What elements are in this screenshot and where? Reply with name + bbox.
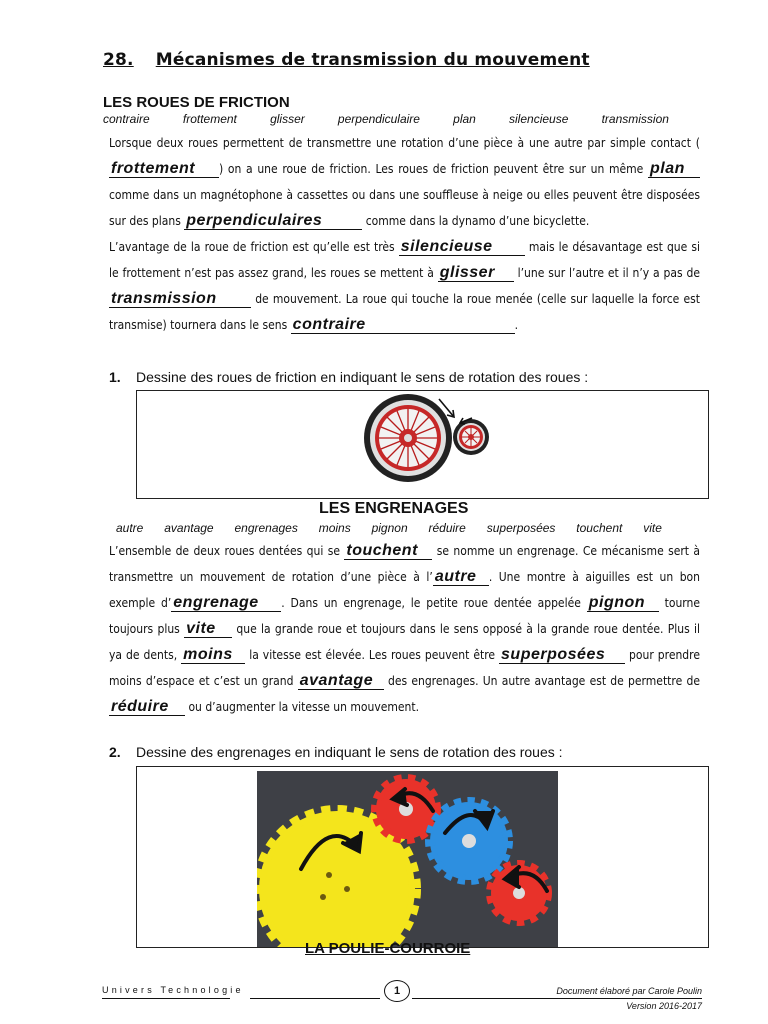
wordbank-word: moins — [318, 521, 351, 535]
text-segment: . Dans un engrenage, le petite roue dentée appelée — [281, 596, 581, 610]
answer-avantage: avantage — [298, 673, 384, 690]
large-wheel-icon — [364, 394, 452, 482]
wordbank-word: transmission — [601, 112, 669, 126]
gears-photo — [257, 771, 558, 947]
wordbank-word: glisser — [270, 112, 305, 126]
text-segment: L’avantage de la roue de friction est qu’elle est très — [109, 240, 395, 254]
wordbank-word: vite — [643, 521, 662, 535]
answer-engrenage: engrenage — [171, 595, 281, 612]
text-segment: comme dans un magnétophone à cassettes ou dans une souffleuse à neige ou elles peuvent être disposées sur des plans — [109, 188, 700, 228]
wordbank-word: engrenages — [234, 521, 298, 535]
answer-vite: vite — [184, 621, 232, 638]
answer-perpendiculaires: perpendiculaires — [184, 213, 362, 230]
answer-transmission: transmission — [109, 291, 251, 308]
text-segment: la vitesse est élevée. Les roues peuvent être — [249, 648, 496, 662]
friction-heading: LES ROUES DE FRICTION — [103, 94, 290, 111]
text-segment: se nomme un engrenage. Ce mécanisme sert à transmettre un mouvement de rotation d’une pièce à l’ — [109, 544, 700, 584]
wordbank-word: plan — [453, 112, 476, 126]
gears-wordbank — [116, 521, 662, 535]
footer-divider — [102, 998, 230, 999]
gears-heading: LES ENGRENAGES — [319, 500, 469, 517]
wordbank-word: superposées — [486, 521, 556, 535]
gears-drawing-box[interactable] — [136, 766, 709, 948]
answer-contraire: contraire — [291, 317, 515, 334]
text-segment: . — [514, 318, 519, 332]
wordbank-word: touchent — [576, 521, 623, 535]
friction-paragraph — [109, 130, 700, 338]
footer-divider — [412, 998, 702, 999]
wordbank-word: frottement — [182, 112, 237, 126]
answer-moins: moins — [181, 647, 245, 664]
text-segment: L’ensemble de deux roues dentées qui se — [109, 544, 340, 558]
text-segment: ) on a une roue de friction. Les roues de friction peuvent être sur un même — [219, 162, 644, 176]
wordbank-word: contraire — [103, 112, 150, 126]
footer-divider — [250, 998, 380, 999]
text-segment: comme dans la dynamo d’une bicyclette. — [365, 214, 590, 228]
poulie-heading: LA POULIE-COURROIE — [305, 940, 471, 957]
text-segment: que la grande roue et toujours dans le sens opposé à la grande roue dentée. Plus il ya de dents, — [109, 622, 701, 662]
question-text: Dessine des engrenages en indiquant le sens de rotation des roues : — [136, 744, 563, 760]
footer-version: Version 2016-2017 — [626, 1001, 702, 1011]
answer-silencieuse: silencieuse — [399, 239, 525, 256]
wordbank-word: pignon — [371, 521, 408, 535]
wordbank-word: réduire — [428, 521, 466, 535]
question-number: 1. — [109, 369, 121, 385]
text-segment: tourne toujours plus — [109, 596, 701, 636]
gears-paragraph — [109, 538, 700, 720]
wordbank-word: perpendiculaire — [337, 112, 420, 126]
small-wheel-icon — [453, 419, 489, 455]
page-number: 1 — [384, 980, 410, 1002]
wordbank-word: autre — [116, 521, 144, 535]
text-segment: Lorsque deux roues permettent de transmettre une rotation d’une pièce à une autre par simple contact ( — [109, 136, 700, 150]
text-segment: . Une montre à aiguilles est un bon exemple d’ — [109, 570, 700, 610]
text-segment: ou d’augmenter la vitesse un mouvement. — [188, 700, 420, 714]
wordbank-word: silencieuse — [509, 112, 569, 126]
question-number: 2. — [109, 744, 121, 760]
footer-left-text: Univers Technologie — [102, 985, 244, 995]
answer-plan: plan — [648, 161, 700, 178]
text-segment: l’une sur l’autre et il n’y a pas de — [517, 266, 700, 280]
title-number: 28. — [103, 50, 134, 70]
text-segment: mais le désavantage est que si le frottement n’est pas assez grand, les roues se mettent à — [109, 240, 700, 280]
answer-autre: autre — [433, 569, 489, 586]
question-2 — [109, 744, 563, 760]
friction-drawing-box[interactable] — [136, 390, 709, 499]
answer-frottement: frottement — [109, 161, 219, 178]
answer-pignon: pignon — [587, 595, 659, 612]
text-segment: des engrenages. Un autre avantage est de permettre de — [387, 674, 700, 688]
wordbank-word: avantage — [164, 521, 214, 535]
question-text: Dessine des roues de friction en indiquant le sens de rotation des roues : — [136, 369, 589, 385]
page-title — [103, 50, 590, 70]
friction-wordbank — [103, 112, 669, 126]
footer-author: Document élaboré par Carole Poulin — [556, 986, 702, 996]
text-segment: pour prendre moins d’espace et c’est un grand — [109, 648, 700, 688]
question-1 — [109, 369, 588, 385]
friction-wheels-drawing — [137, 391, 708, 498]
title-text: Mécanismes de transmission du mouvement — [155, 50, 590, 70]
answer-reduire: réduire — [109, 699, 185, 716]
answer-glisser: glisser — [438, 265, 514, 282]
answer-superposees: superposées — [499, 647, 625, 664]
answer-touchent: touchent — [344, 543, 432, 560]
text-segment: de mouvement. La roue qui touche la roue menée (celle sur laquelle la force est transmise) tournera dans le sens — [109, 292, 700, 332]
